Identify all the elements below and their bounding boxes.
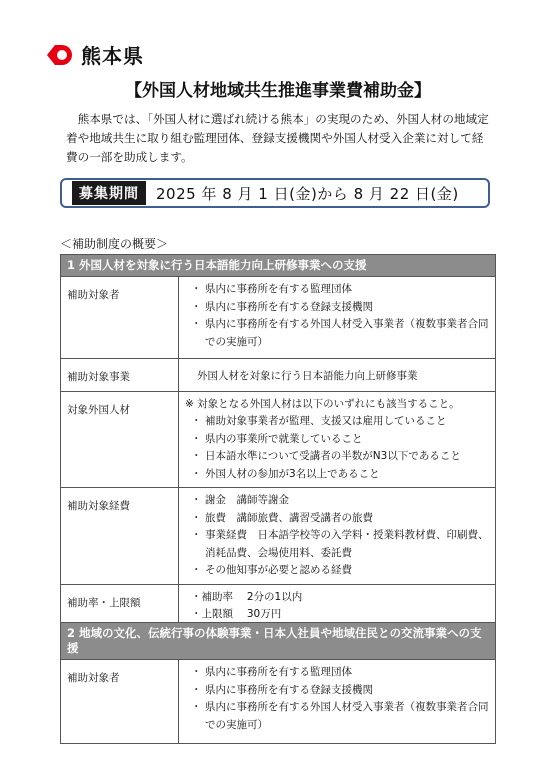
row-label: 補助対象経費: [61, 488, 179, 585]
target-foreigners-cell: [179, 392, 496, 488]
eligibility-note: ※ 対象となる外国人材は以下のいずれにも該当すること。: [185, 398, 460, 410]
overview-heading: ＜補助制度の概要＞: [60, 237, 169, 251]
list-item: ・ 事業経費 日本語学校等の入学料・授業料教材費、印刷費、消耗品費、会場使用料、委託費: [191, 529, 489, 559]
intro-paragraph: 熊本県では、「外国人材に選ばれ続ける熊本」の実現のため、外国人材の地域定着や地域共生に取り組む監理団体、登録支援機関や外国人材受入企業に対して経費の一部を助成します。: [66, 112, 489, 164]
list-item: ・ 謝金 講師等謝金: [191, 494, 289, 506]
list-item: ・ 県内に事務所を有する外国人材受入事業者（複数事業者合同での実施可）: [191, 701, 489, 731]
rate-limit-cell: [179, 584, 496, 627]
list-item: ・ 外国人材の参加が3名以上であること: [191, 467, 380, 480]
row-label: 補助率・上限額: [61, 584, 179, 627]
document-title: 【外国人材地域共生推進事業費補助金】: [125, 81, 431, 101]
list-item: ・ 県内に事務所を有する監理団体: [191, 283, 352, 295]
target-entities-cell: [179, 660, 496, 744]
row-label: 補助対象事業: [61, 359, 179, 392]
period-value: 2025 年 8 月 1 日(金)から 8 月 22 日(金): [156, 184, 459, 203]
section-1-table: [60, 254, 496, 628]
list-item: ・ 県内に事務所を有する登録支援機関: [191, 683, 373, 696]
target-project-cell: [179, 359, 496, 392]
target-expenses-cell: [179, 488, 496, 585]
period-label: 募集期間: [72, 181, 146, 205]
application-period-box: [60, 178, 490, 208]
target-project-text: 外国人材を対象に行う日本語能力向上研修事業: [197, 370, 418, 382]
list-item: ・ 補助対象事業者が監理、支援又は雇用していること: [191, 415, 447, 427]
subsidy-rate: ・補助率 2分の1以内: [191, 590, 303, 603]
list-item: ・ 旅費 講師旅費、講習受講者の旅費: [191, 511, 373, 524]
list-item: ・ 県内に事務所を有する登録支援機関: [191, 300, 373, 313]
list-item: ・ 県内に事務所を有する外国人材受入事業者（複数事業者合同での実施可）: [191, 318, 489, 348]
section-2-table: [60, 622, 496, 744]
section-2-header: 2 地域の文化、伝統行事の体験事業・日本人社員や地域住民との交流事業への支援: [61, 623, 496, 660]
target-entities-cell: [179, 277, 496, 359]
list-item: ・ 県内に事務所を有する監理団体: [191, 666, 352, 678]
list-item: ・ その他知事が必要と認める経費: [191, 564, 352, 576]
list-item: ・ 県内の事業所で就業していること: [191, 432, 363, 445]
kumamoto-logo: [45, 40, 144, 69]
kumamoto-emblem-icon: [45, 43, 75, 67]
list-item: ・ 日本語水準について受講者の半数がN3以下であること: [191, 450, 461, 462]
row-label: 補助対象者: [61, 277, 179, 359]
org-name: 熊本県: [81, 44, 144, 68]
subsidy-cap: ・上限額 30万円: [191, 607, 282, 620]
section-1-header: 1 外国人材を対象に行う日本語能力向上研修事業への支援: [61, 255, 496, 277]
row-label: 対象外国人材: [61, 392, 179, 488]
row-label: 補助対象者: [61, 660, 179, 744]
